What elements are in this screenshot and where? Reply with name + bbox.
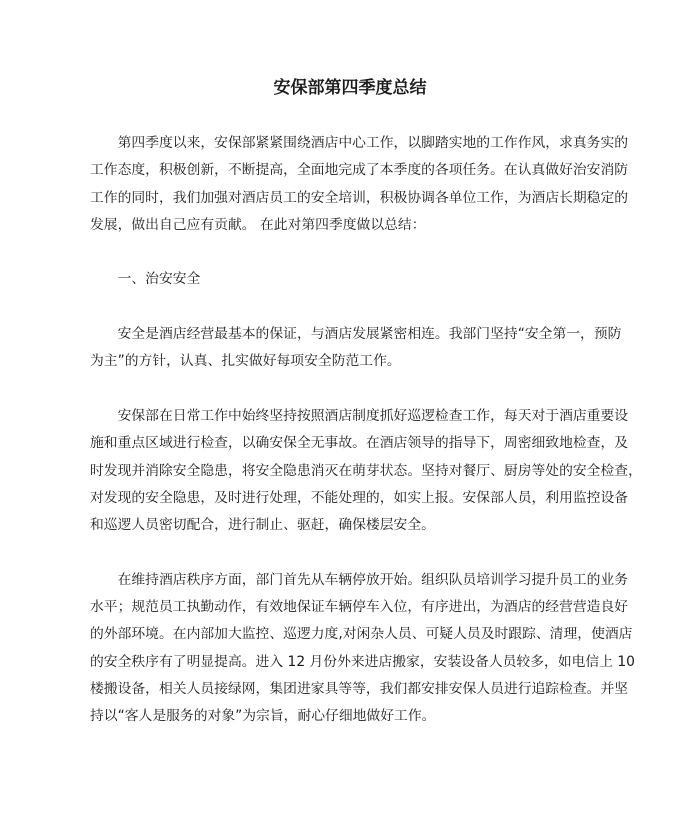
document-title: 安保部第四季度总结 — [273, 78, 427, 98]
text-line: 在维持酒店秩序方面，部门首先从车辆停放开始。组织队员培训学习提升员工的业务 — [117, 571, 629, 588]
text-line: 工作态度，积极创新，不断提高，全面地完成了本季度的各项任务。在认真做好治安消防 — [90, 162, 629, 179]
text-line: 时发现并消除安全隐患，将安全隐患消灭在萌芽状态。坚持对餐厅、厨房等处的安全检查， — [90, 462, 642, 479]
text-line: 持以“客人是服务的对象”为宗旨，耐心仔细地做好工作。 — [90, 708, 436, 725]
text-line: 为主”的方针，认真、扎实做好每项安全防范工作。 — [90, 353, 401, 370]
paragraph — [90, 130, 629, 239]
text-line: 安保部在日常工作中始终坚持按照酒店制度抓好巡逻检查工作，每天对于酒店重要设 — [117, 407, 629, 424]
text-line: 工作的同时，我们加强对酒店员工的安全培训，积极协调各单位工作，为酒店长期稳定的 — [90, 189, 629, 206]
text-line: 对发现的安全隐患，及时进行处理，不能处理的，如实上报。安保部人员，利用监控设备 — [90, 489, 629, 506]
text-line: 发展，做出自己应有贡献。 在此对第四季度做以总结： — [90, 216, 426, 233]
text-line: 施和重点区域进行检查，以确安保全无事故。在酒店领导的指导下，周密细致地检查，及 — [90, 435, 629, 452]
paragraph — [90, 567, 635, 731]
paragraph — [90, 403, 642, 539]
text-line: 的安全秩序有了明显提高。进入 12 月份外来进店搬家，安装设备人员较多，如电信上 10 — [90, 653, 635, 670]
paragraph — [90, 321, 622, 376]
text-line: 安全是酒店经营最基本的保证，与酒店发展紧密相连。我部门坚持“安全第一，预防 — [117, 326, 622, 343]
text-line: 楼搬设备，相关人员接绿网，集团进家具等等，我们都安排安保人员进行追踪检查。并坚 — [90, 680, 629, 697]
text-line: 一、治安安全 — [117, 271, 201, 288]
text-line: 和巡逻人员密切配合，进行制止、驱赶，确保楼层安全。 — [90, 517, 435, 534]
text-line: 水平；规范员工执勤动作，有效地保证车辆停车入位，有序进出，为酒店的经营营造良好 — [90, 599, 629, 616]
document-body — [90, 130, 642, 758]
section-heading — [90, 266, 615, 293]
text-line: 第四季度以来，安保部紧紧围绕酒店中心工作，以脚踏实地的工作作风，求真务实的 — [117, 135, 629, 151]
text-line: 的外部环境。在内部加大监控、巡逻力度,对闲杂人员、可疑人员及时跟踪、清理，使酒店 — [90, 626, 633, 643]
